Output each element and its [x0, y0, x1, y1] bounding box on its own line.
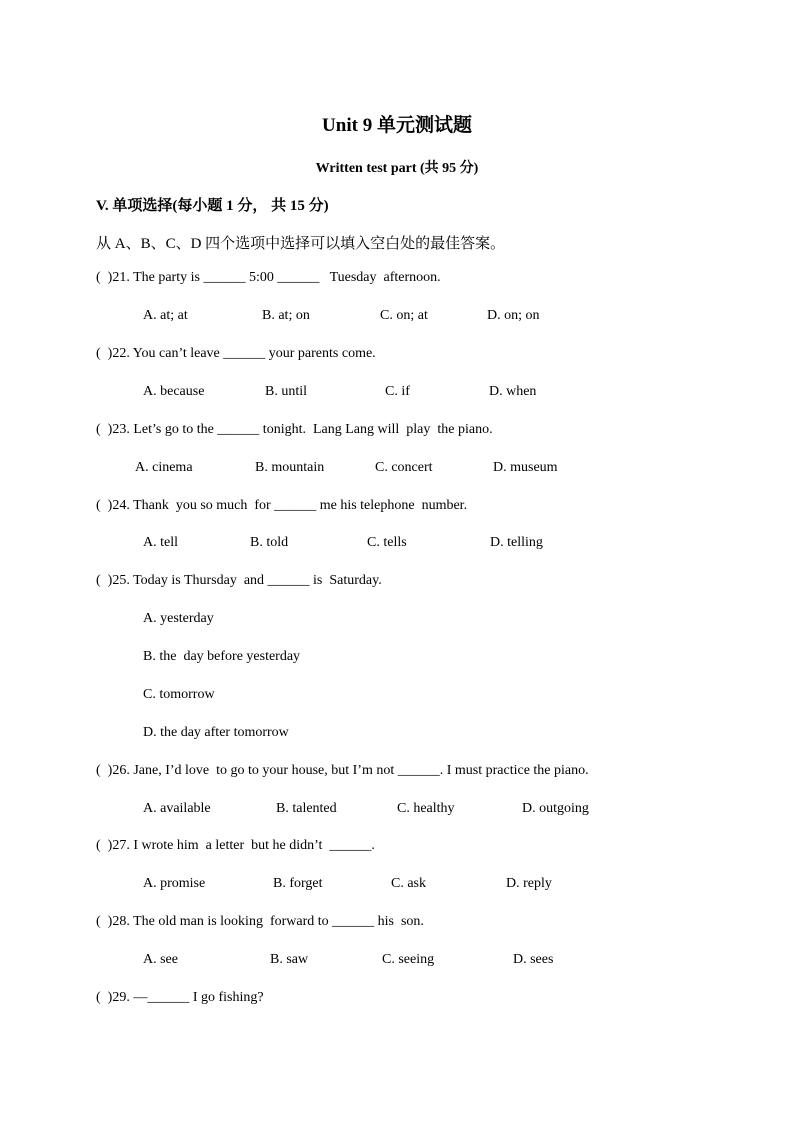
option-a: A. promise: [143, 876, 206, 891]
option-b: B. told: [250, 535, 289, 550]
option-b: B. at; on: [262, 308, 310, 323]
option-d: D. on; on: [487, 308, 540, 323]
question-29: ( )29. —______ I go fishing?: [96, 990, 264, 1005]
section-heading: V. 单项选择(每小题 1 分， 共 15 分): [96, 198, 329, 214]
option-a: A. see: [143, 952, 178, 967]
option-c: C. on; at: [380, 308, 428, 323]
option-d: D. the day after tomorrow: [143, 725, 289, 740]
option-b: B. talented: [276, 801, 337, 816]
question-25: ( )25. Today is Thursday and ______ is Saturday.: [96, 573, 382, 588]
option-b: B. until: [265, 384, 308, 399]
option-a: A. cinema: [135, 460, 193, 475]
option-a: A. at; at: [143, 308, 188, 323]
option-b: B. forget: [273, 876, 323, 891]
option-c: C. seeing: [382, 952, 435, 967]
option-a: A. available: [143, 801, 211, 816]
option-d: D. outgoing: [522, 801, 589, 816]
option-c: C. if: [385, 384, 410, 399]
option-c: C. concert: [375, 460, 433, 475]
option-d: D. museum: [493, 460, 558, 475]
option-c: C. ask: [391, 876, 426, 891]
question-21: ( )21. The party is ______ 5:00 ______ Tuesday afternoon.: [96, 270, 441, 285]
option-d: D. reply: [506, 876, 552, 891]
question-26: ( )26. Jane, I’d love to go to your house, but I’m not ______. I must practice the piano.: [96, 763, 589, 778]
question-22: ( )22. You can’t leave ______ your parents come.: [96, 346, 376, 361]
option-d: D. when: [489, 384, 537, 399]
option-d: D. telling: [490, 535, 543, 550]
option-c: C. healthy: [397, 801, 455, 816]
question-23: ( )23. Let’s go to the ______ tonight. Lang Lang will play the piano.: [96, 422, 493, 437]
option-b: B. mountain: [255, 460, 325, 475]
option-b: B. saw: [270, 952, 309, 967]
question-28: ( )28. The old man is looking forward to ______ his son.: [96, 914, 424, 929]
section-instructions: 从 A、B、C、D 四个选项中选择可以填入空白处的最佳答案。: [96, 236, 506, 252]
page-title: Unit 9 单元测试题: [322, 115, 472, 136]
option-a: A. yesterday: [143, 611, 214, 626]
question-27: ( )27. I wrote him a letter but he didn’t ______.: [96, 838, 375, 853]
option-a: A. tell: [143, 535, 178, 550]
option-c: C. tomorrow: [143, 687, 215, 702]
option-a: A. because: [143, 384, 205, 399]
option-c: C. tells: [367, 535, 407, 550]
question-24: ( )24. Thank you so much for ______ me his telephone number.: [96, 498, 468, 513]
page-subtitle: Written test part (共 95 分): [315, 161, 479, 176]
option-b: B. the day before yesterday: [143, 649, 301, 664]
option-d: D. sees: [513, 952, 554, 967]
